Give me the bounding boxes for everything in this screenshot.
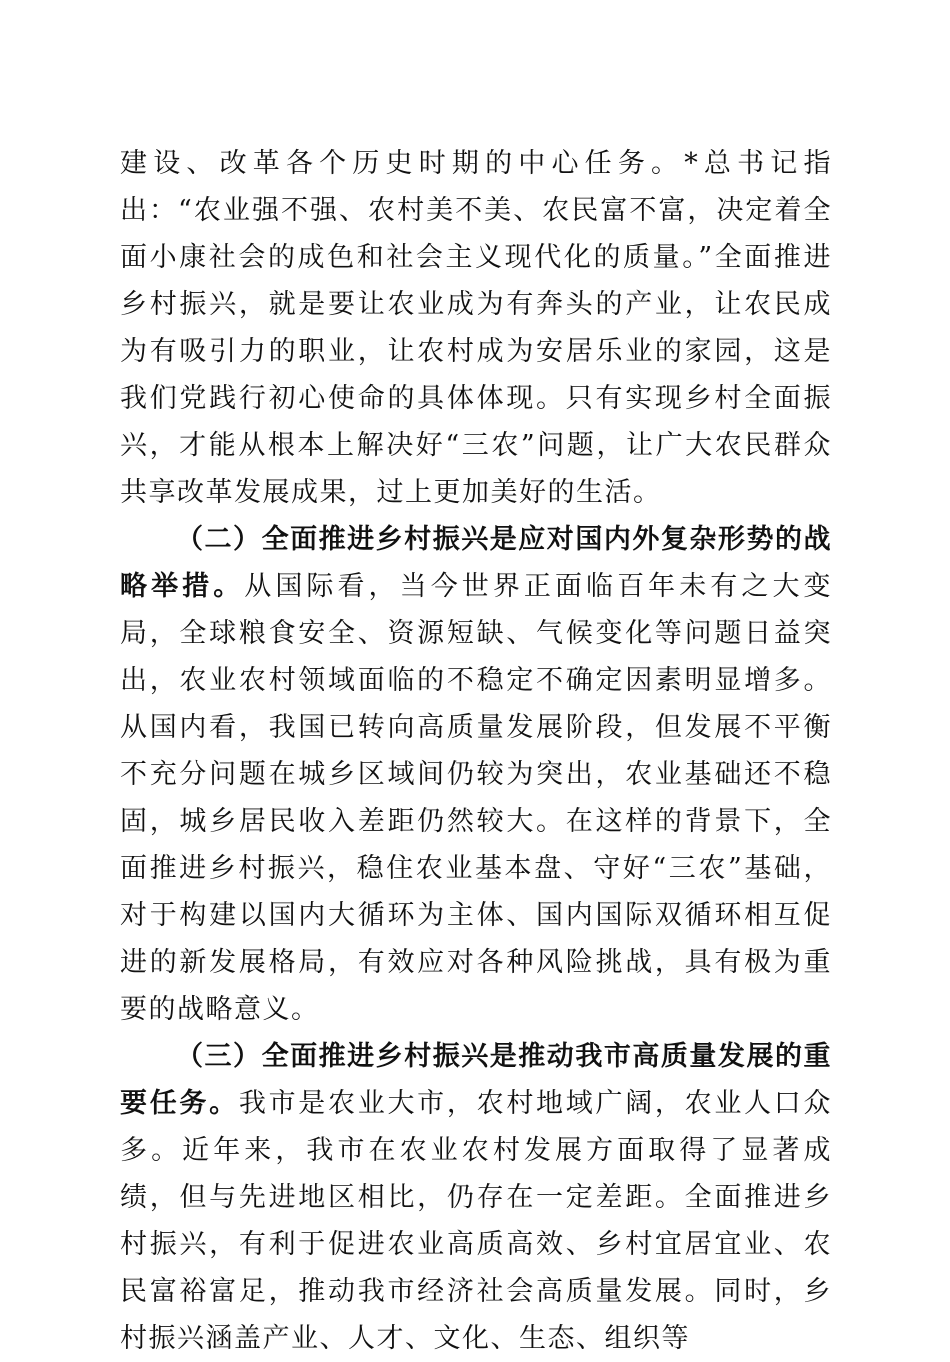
paragraph-2-heading: （二）全面推进乡村振兴是应对国内外复杂形势的战略举措。 bbox=[120, 524, 832, 602]
document-body bbox=[120, 140, 832, 1362]
paragraph-3 bbox=[120, 1033, 832, 1362]
paragraph-1 bbox=[120, 140, 832, 516]
paragraph-2 bbox=[120, 516, 832, 1033]
paragraph-1-text: 建设、改革各个历史时期的中心任务。*总书记指出：“农业强不强、农村美不美、农民富不富，决定着全面小康社会的成色和社会主义现代化的质量。”全面推进乡村振兴，就是要让农业成为有奔头的产业，让农民成为有吸引力的职业，让农村成为安居乐业的家园，这是我们党践行初心使命的具体体现。只有实现乡村全面振兴，才能从根本上解决好“三农”问题，让广大农民群众共享改革发展成果，过上更加美好的生活。 bbox=[120, 148, 832, 508]
paragraph-3-heading: （三）全面推进乡村振兴是推动我市高质量发展的重要任务。 bbox=[120, 1041, 832, 1119]
paragraph-3-text: 我市是农业大市，农村地域广阔，农业人口众多。近年来，我市在农业农村发展方面取得了显著成绩，但与先进地区相比，仍存在一定差距。全面推进乡村振兴，有利于促进农业高质高效、乡村宜居宜业、农民富裕富足，推动我市经济社会高质量发展。同时，乡村振兴涵盖产业、人才、文化、生态、组织等 bbox=[120, 1088, 833, 1354]
paragraph-2-text: 从国际看，当今世界正面临百年未有之大变局，全球粮食安全、资源短缺、气候变化等问题日益突出，农业农村领域面临的不稳定不确定因素明显增多。从国内看，我国已转向高质量发展阶段，但发展不平衡不充分问题在城乡区域间仍较为突出，农业基础还不稳固，城乡居民收入差距仍然较大。在这样的背景下，全面推进乡村振兴，稳住农业基本盘、守好“三农”基础，对于构建以国内大循环为主体、国内国际双循环相互促进的新发展格局，有效应对各种风险挑战，具有极为重要的战略意义。 bbox=[120, 571, 833, 1025]
